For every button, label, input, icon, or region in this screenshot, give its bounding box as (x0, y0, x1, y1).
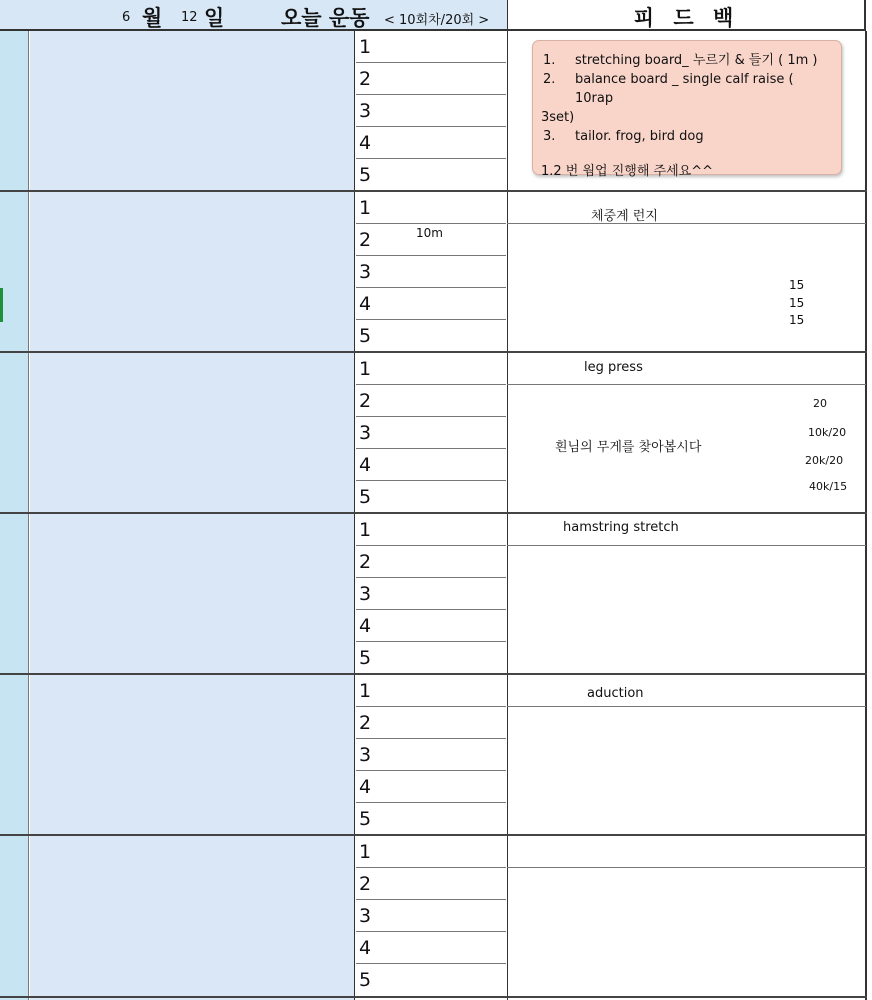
note-footer: 1.2 번 웜업 진행해 주세요^^ (541, 164, 714, 179)
session-count: < 10회차/20회 > (384, 13, 490, 28)
set-number-cell[interactable]: 3 (356, 417, 506, 449)
exercise-name[interactable]: leg press (584, 360, 643, 375)
set-number-cell[interactable]: 1 (356, 31, 506, 63)
note-item-number: 3. (543, 129, 556, 144)
set-number-cell[interactable]: 5 (356, 481, 506, 513)
set-number-cell[interactable]: 5 (356, 320, 506, 352)
note-item-number: 2. (543, 72, 556, 87)
set-number-cell[interactable]: 3 (356, 256, 506, 288)
set-number-cell[interactable]: 5 (356, 159, 506, 191)
exercise-name[interactable]: aduction (587, 686, 644, 701)
note-item-continuation: 3set) (541, 110, 575, 125)
set-number-cell[interactable]: 4 (356, 288, 506, 320)
set-number-cell[interactable]: 4 (356, 932, 506, 964)
note-item (541, 127, 833, 146)
set-number-cell[interactable]: 4 (356, 127, 506, 159)
set-number-cell[interactable]: 2 (356, 546, 506, 578)
set-number-cell[interactable]: 2 (356, 224, 506, 256)
block-border (0, 834, 867, 836)
set-number-cell[interactable]: 2 (356, 707, 506, 739)
set-number-cell[interactable]: 4 (356, 449, 506, 481)
selection-marker (0, 288, 3, 322)
set-number-cell[interactable]: 2 (356, 63, 506, 95)
block-border (0, 190, 867, 192)
exercise-description-area[interactable] (30, 31, 355, 1000)
day-unit: 일 (204, 6, 225, 30)
block-border (0, 673, 867, 675)
note-item-number: 1. (543, 53, 556, 68)
rep-value[interactable]: 15 (789, 278, 805, 292)
set-number-cell[interactable]: 1 (356, 192, 506, 224)
block-border (0, 351, 867, 353)
rep-value[interactable]: 15 (789, 296, 805, 310)
column-divider (354, 31, 355, 1000)
feedback-row-divider (507, 384, 866, 385)
exercise-name[interactable]: 체중계 런지 (591, 209, 658, 224)
month-value[interactable]: 6 (122, 10, 131, 25)
set-number-cell[interactable]: 4 (356, 771, 506, 803)
feedback-row-divider (507, 867, 866, 868)
date-header (0, 0, 507, 31)
feedback-header (507, 0, 866, 31)
rep-value[interactable]: 15 (789, 313, 805, 327)
exercise-name[interactable]: hamstring stretch (563, 520, 679, 535)
set-number-cell[interactable]: 1 (356, 514, 506, 546)
sheet-header (0, 0, 872, 31)
sheet-margin (867, 31, 872, 1000)
feedback-title: 피 드 백 (633, 6, 740, 30)
block-border (0, 512, 867, 514)
set-number-cell[interactable]: 3 (356, 95, 506, 127)
weight-rep-value[interactable]: 20k/20 (805, 454, 844, 467)
set-number-cell[interactable]: 4 (356, 610, 506, 642)
set-number-cell[interactable]: 2 (356, 868, 506, 900)
note-item-text: balance board _ single calf raise ( 10rap (575, 72, 794, 106)
feedback-row-divider (507, 706, 866, 707)
set-number-cell[interactable]: 5 (356, 642, 506, 674)
set-number-cell[interactable]: 1 (356, 836, 506, 868)
set-number-cell[interactable]: 1 (356, 675, 506, 707)
sheet-right-border (865, 31, 867, 1000)
month-unit: 월 (142, 6, 163, 30)
coach-comment[interactable]: 흰님의 무게를 찾아봅시다 (555, 440, 702, 455)
feedback-row-divider (507, 223, 866, 224)
set-number-cell[interactable]: 5 (356, 803, 506, 835)
duration-note[interactable]: 10m (416, 226, 443, 240)
note-item (541, 70, 833, 108)
set-number-cell[interactable]: 3 (356, 739, 506, 771)
note-item-text: stretching board_ 누르기 & 들기 ( 1m ) (575, 53, 818, 68)
column-divider (507, 31, 508, 1000)
warmup-note[interactable] (532, 40, 842, 179)
note-item-text: tailor. frog, bird dog (575, 129, 704, 144)
set-number-cell[interactable]: 2 (356, 385, 506, 417)
set-number-cell[interactable]: 1 (356, 353, 506, 385)
set-number-cell[interactable]: 3 (356, 578, 506, 610)
set-number-cell[interactable]: 3 (356, 900, 506, 932)
set-number-cell[interactable]: 5 (356, 964, 506, 996)
feedback-row-divider (507, 545, 866, 546)
row-group-strip (0, 31, 29, 1000)
weight-rep-value[interactable]: 20 (813, 397, 827, 410)
today-workout-title: 오늘 운동 (281, 6, 370, 30)
weight-rep-value[interactable]: 40k/15 (809, 480, 848, 493)
note-item (541, 51, 833, 70)
day-value[interactable]: 12 (181, 10, 198, 25)
weight-rep-value[interactable]: 10k/20 (808, 426, 847, 439)
block-border (0, 996, 867, 998)
